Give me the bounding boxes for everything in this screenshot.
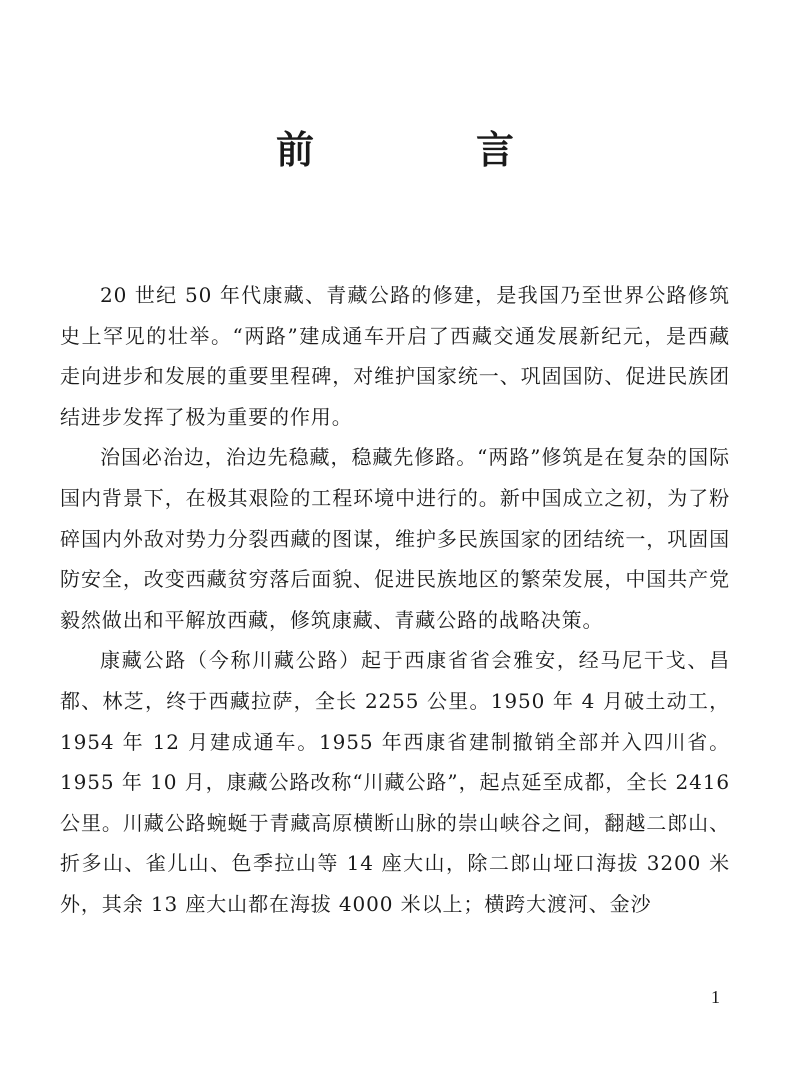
body-text [60,275,730,925]
page-number: 1 [711,987,720,1007]
paragraph-1: 20 世纪 50 年代康藏、青藏公路的修建，是我国乃至世界公路修筑史上罕见的壮举。“两路”建成通车开启了西藏交通发展新纪元，是西藏走向进步和发展的重要里程碑，对维护国家统一、巩固国防、促进民族团结进步发挥了极为重要的作用。 [60,283,730,429]
paragraph-2: 治国必治边，治边先稳藏，稳藏先修路。“两路”修筑是在复杂的国际国内背景下，在极其艰险的工程环境中进行的。新中国成立之初，为了粉碎国内外敌对势力分裂西藏的图谋，维护多民族国家的团结统一，巩固国防安全，改变西藏贫穷落后面貌、促进民族地区的繁荣发展，中国共产党毅然做出和平解放西藏，修筑康藏、青藏公路的战略决策。 [60,445,730,632]
paragraph-3: 康藏公路（今称川藏公路）起于西康省省会雅安，经马尼干戈、昌都、林芝，终于西藏拉萨，全长 2255 公里。1950 年 4 月破土动工，1954 年 12 月建成通车。1955 年西康省建制撤销全部并入四川省。1955 年 10 月，康藏公路改称“川藏公路”，起点延至成都，全长 2416 公里。川藏公路蜿蜒于青藏高原横断山脉的崇山峡谷之间，翻越二郎山、折多山、雀儿山、色季拉山等 14 座大山，除二郎山垭口海拔 3200 米外，其余 13 座大山都在海拔 4000 米以上；横跨大渡河、金沙 [60,648,730,916]
page-title: 前 言 [275,127,576,172]
